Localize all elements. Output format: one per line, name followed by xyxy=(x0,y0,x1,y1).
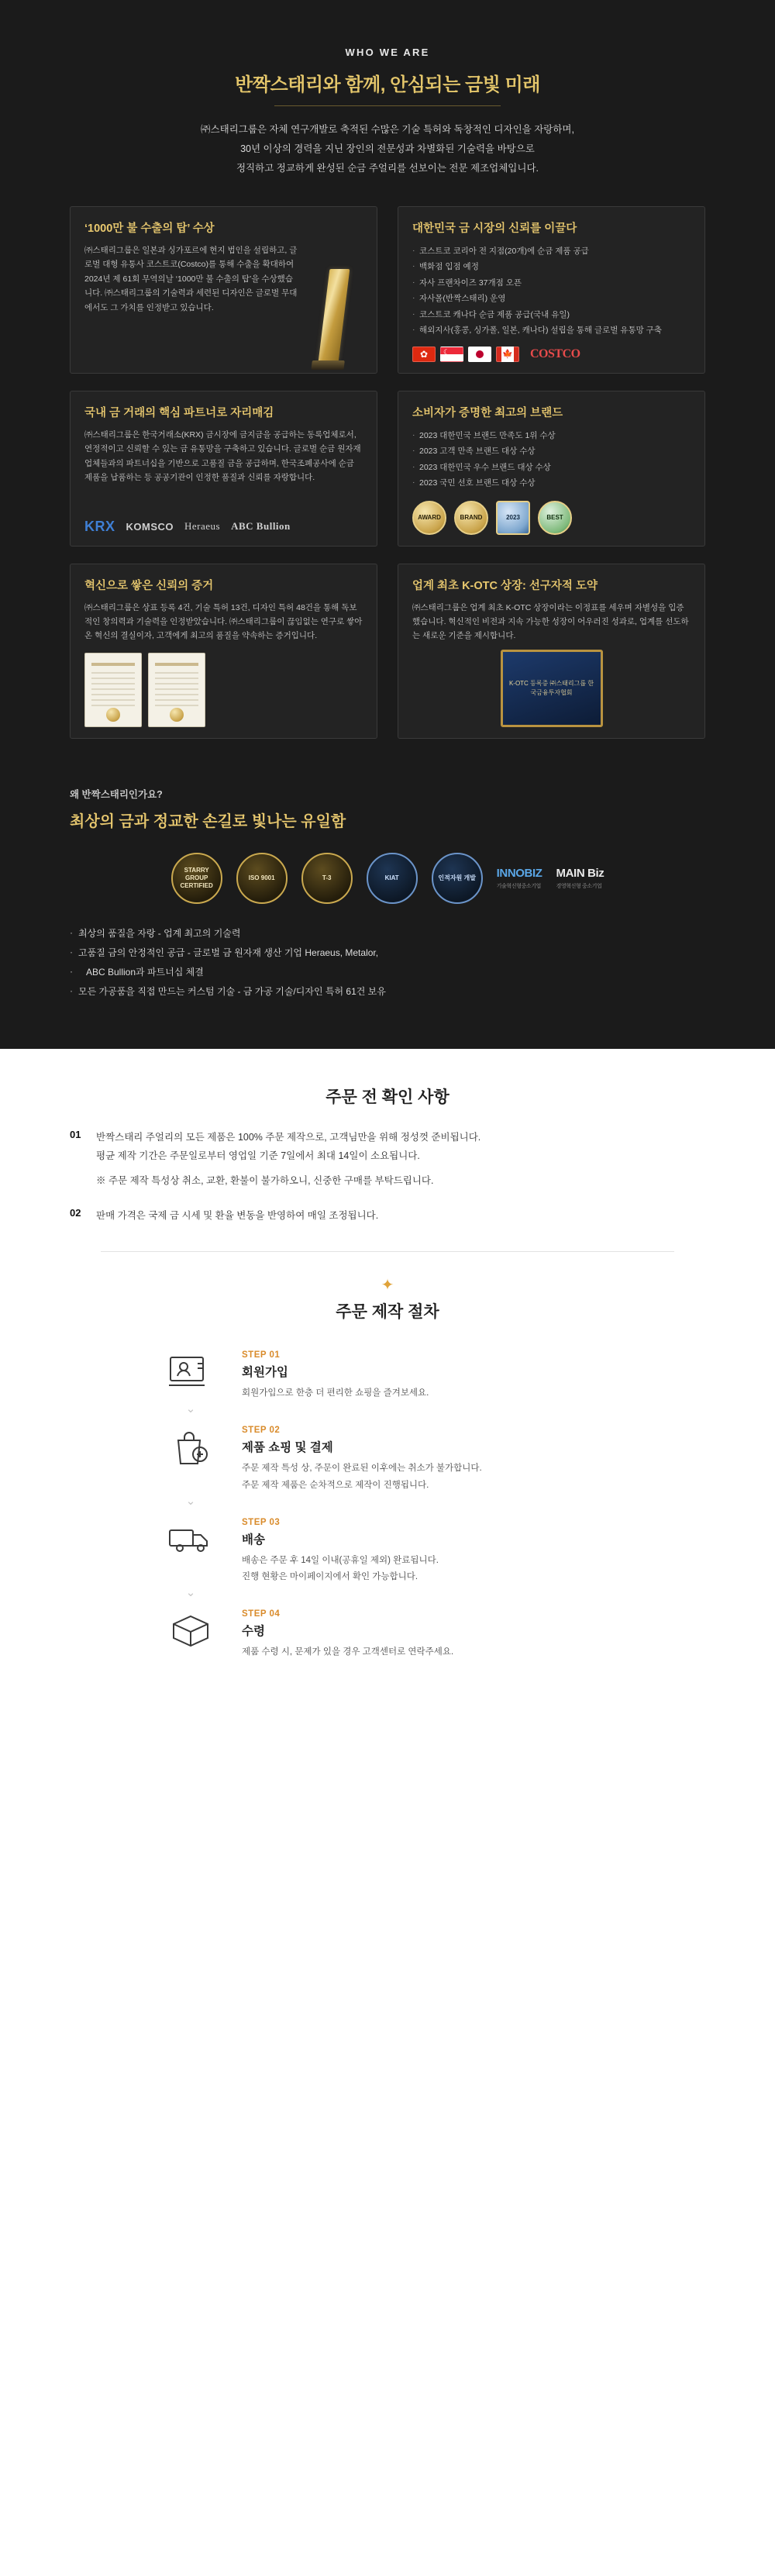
notice-item xyxy=(70,1128,705,1191)
list-item: · 백화점 입점 예정 xyxy=(412,259,691,274)
step-description: 주문 제작 특성 상, 주문이 완료된 이후에는 취소가 불가합니다. xyxy=(242,1464,482,1474)
country-flags xyxy=(412,347,691,362)
mainbiz-logo: MAIN Biz 경영혁신형 중소기업 xyxy=(556,866,604,889)
award-seal-icon: AWARD xyxy=(412,501,446,535)
chevron-down-icon: ⌄ xyxy=(185,1494,196,1508)
list-item: · 2023 고객 만족 브랜드 대상 수상 xyxy=(412,443,691,459)
step-description: 진행 현황은 마이페이지에서 확인 가능합니다. xyxy=(242,1572,418,1582)
list-item: · 코스트코 캐나다 순금 제품 공급(국내 유일) xyxy=(412,307,691,322)
card-text: ㈜스태리그룹은 한국거래소(KRX) 금시장에 금지금을 공급하는 동록업체로서, 연정적이고 신뢰할 수 있는 금 유통망을 구축하고 있습니다. 글로벌 순금 원자재 업체들과의 파트너십을 기반으로 고품질 금을 공급하며, 한국조폐공사에 순금 제품을 납품하는 등 공공기관이 인정한 품질과 신뢰를 자랑합니다. xyxy=(84,429,361,482)
card-text: ㈜스태리그룹은 상표 등록 4건, 기술 특허 13건, 디자인 특허 48건을 통해 독보적인 창의력과 기술력을 인정받았습니다. ㈜스태리그룹이 끊임없는 연구로 쌓아온 혁신의 결실이자, 고객에게 최고의 품질을 약속하는 증거입니다. xyxy=(84,602,363,641)
achievement-card xyxy=(398,564,705,739)
notice-line: 판매 가격은 국제 금 시세 및 환율 변동을 반영하여 매일 조정됩니다. xyxy=(96,1209,379,1221)
step-label: STEP 02 xyxy=(242,1426,281,1436)
singapore-flag-icon xyxy=(440,347,463,362)
process-step xyxy=(155,1418,620,1494)
why-section xyxy=(70,787,705,1002)
step-title: 수령 xyxy=(242,1625,265,1639)
iso-badge-icon: ISO 9001 xyxy=(236,853,288,904)
notice-block xyxy=(70,1085,705,1226)
certificate-icon xyxy=(84,653,142,727)
step-description: 회원가입으로 한층 더 편리한 쇼핑을 즐겨보세요. xyxy=(242,1388,429,1398)
partner-logo-row xyxy=(84,519,363,535)
list-item: · 해외지사(홍콩, 싱가폴, 일본, 캐나다) 설립을 통해 글로벌 유통망 구축 xyxy=(412,322,691,338)
process-step xyxy=(155,1602,620,1660)
award-seal-icon: 2023 xyxy=(496,501,530,535)
step-label: STEP 03 xyxy=(242,1517,281,1527)
achievement-card xyxy=(70,391,377,547)
card-title: 혁신으로 쌓은 신뢰의 증거 xyxy=(84,579,214,592)
shopping-bag-icon xyxy=(155,1422,226,1472)
hrd-badge-icon: 인적자원 개발 xyxy=(432,853,483,904)
costco-logo: COSTCO xyxy=(530,347,580,360)
process-step xyxy=(155,1343,620,1402)
chevron-down-icon: ⌄ xyxy=(185,1402,196,1416)
process-step xyxy=(155,1510,620,1586)
award-seal-icon: BEST xyxy=(538,501,572,535)
why-question: 왜 반짝스태리인가요? xyxy=(70,788,163,800)
card-bullet-list xyxy=(412,243,691,339)
step-description: 주문 제작 제품은 순차적으로 제작이 진행됩니다. xyxy=(242,1480,429,1490)
list-item: · 코스트코 코리아 전 지점(20개)에 순금 제품 공급 xyxy=(412,243,691,259)
hongkong-flag-icon xyxy=(412,347,436,362)
list-item: · 자사 프랜차이즈 37개점 오픈 xyxy=(412,275,691,291)
list-item: · 고품질 금의 안정적인 공급 - 글로벌 금 원자재 생산 기업 Heraeus, Metalor, xyxy=(70,943,705,963)
hero-block xyxy=(0,33,775,183)
card-bullet-list xyxy=(412,428,691,491)
canada-flag-icon xyxy=(496,347,519,362)
krx-logo: KRX xyxy=(84,518,115,534)
process-section xyxy=(70,1275,705,1661)
k-otc-plaque-image: K-OTC 등록증 ㈜스태리그룹 한국금융투자협회 xyxy=(501,650,603,727)
award-seal-icon: BRAND xyxy=(454,501,488,535)
notice-line: 반짝스태리 주얼리의 모든 제품은 100% 주문 제작으로, 고객님만을 위해 정성껏 준비됩니다. xyxy=(96,1131,481,1143)
notice-warning: ※ 주문 제작 특성상 취소, 교환, 환불이 불가하오니, 신중한 구매를 부탁드립니다. xyxy=(96,1175,434,1187)
hero-paragraph-line-1: ㈜스태리그룹은 자체 연구개발로 축적된 수많은 기술 특허와 독창적인 디자인을 자랑하며, xyxy=(201,124,574,135)
step-label: STEP 01 xyxy=(242,1350,281,1360)
step-title: 제품 쇼핑 및 결제 xyxy=(242,1441,333,1455)
innobiz-logo: INNOBIZ 기술혁신형중소기업 xyxy=(496,866,542,889)
chevron-down-icon: ⌄ xyxy=(185,1586,196,1600)
achievement-card-grid xyxy=(70,206,705,739)
notice-number: 02 xyxy=(70,1206,81,1219)
package-box-icon xyxy=(155,1606,226,1656)
award-seal-row xyxy=(412,501,691,535)
hero-paragraph-line-2: 30년 이상의 경력을 지닌 장인의 전문성과 차별화된 기술력을 바탕으로 xyxy=(240,143,535,154)
about-section xyxy=(0,0,775,1049)
certificate-images xyxy=(84,653,363,727)
komsco-logo: KOMSCO xyxy=(126,520,174,533)
step-description: 배송은 주문 후 14일 이내(공휴일 제외) 완료됩니다. xyxy=(242,1555,439,1565)
step-label: STEP 04 xyxy=(242,1609,281,1619)
step-title: 회원가입 xyxy=(242,1366,288,1380)
achievement-card xyxy=(70,206,377,374)
page-title: 반짝스태리와 함께, 안심되는 금빛 미래 xyxy=(235,74,540,95)
process-title: 주문 제작 절차 xyxy=(336,1303,439,1322)
abc-bullion-logo: ABC Bullion xyxy=(231,520,291,533)
why-headline: 최상의 금과 정교한 손길로 빛나는 유일함 xyxy=(70,812,346,830)
list-item: · 2023 국민 선호 브랜드 대상 수상 xyxy=(412,475,691,491)
card-text: ㈜스태리그룹은 업계 최초 K-OTC 상장이라는 이정표를 세우며 자별성을 입증했습니다. 혁신적인 비전과 지속 가능한 성장이 어우러진 성과로, 업계를 선도하는 새로운 기준을 제시합니다. xyxy=(412,602,689,641)
card-title: ‘1000만 불 수출의 탑’ 수상 xyxy=(84,222,215,235)
section-divider xyxy=(101,1251,674,1252)
trophy-icon xyxy=(305,243,363,362)
order-info-section xyxy=(0,1049,775,1685)
card-title: 국내 금 거래의 핵심 파트너로 자리매김 xyxy=(84,406,274,419)
step-title: 배송 xyxy=(242,1533,265,1547)
certification-badge-row xyxy=(70,853,705,904)
kiat-badge-icon: KIAT xyxy=(367,853,418,904)
member-signup-icon xyxy=(155,1347,226,1397)
step-description: 제품 수령 시, 문제가 있을 경우 고객센터로 연락주세요. xyxy=(242,1647,454,1657)
list-item: · 최상의 품질을 자랑 - 업계 최고의 기술력 xyxy=(70,924,705,943)
achievement-card xyxy=(398,391,705,547)
sparkle-icon: ✦ xyxy=(381,1277,394,1295)
divider xyxy=(274,105,501,106)
list-item: · 모든 가공품을 직접 만드는 커스텀 기술 - 금 가공 기술/디자인 특허 61건 보유 xyxy=(70,982,705,1002)
hero-paragraph-line-3: 정직하고 정교하게 완성된 순금 주얼리를 선보이는 전문 제조업체입니다. xyxy=(236,163,539,174)
list-item: · 자사몰(반짝스태리) 운영 xyxy=(412,291,691,306)
heraeus-logo: Heraeus xyxy=(184,520,221,533)
card-text: ㈜스태리그룹은 일본과 싱가포르에 현지 법인을 설립하고, 글로벌 대형 유통사 코스트코(Costco)를 통해 수출을 확대하여 2024년 제 61회 무역의날 ‘1000만 불 수출의 탑’을 수상했습니다. ㈜스태리그룹의 기술력과 세련된 디자인은 글로벌 무대에서도 그 가치를 인정받고 있습니다. xyxy=(84,246,298,312)
japan-flag-icon xyxy=(468,347,491,362)
achievement-card xyxy=(70,564,377,739)
hero-eyebrow: WHO WE ARE xyxy=(345,47,430,58)
process-step-list xyxy=(155,1343,620,1661)
card-title: 소비자가 증명한 최고의 브랜드 xyxy=(412,406,563,419)
t3-badge-icon: T-3 xyxy=(301,853,353,904)
notice-line: 평균 제작 기간은 주문일로부터 영업일 기준 7일에서 최대 14일이 소요됩니다. xyxy=(96,1150,420,1161)
card-title: 업계 최초 K-OTC 상장: 선구자적 도약 xyxy=(412,579,598,592)
list-item-continued: · ABC Bullion과 파트너십 체결 xyxy=(70,963,705,982)
list-item: · 2023 대한민국 브랜드 만족도 1위 수상 xyxy=(412,428,691,443)
notice-item xyxy=(70,1206,705,1225)
list-item: · 2023 대한민국 우수 브랜드 대상 수상 xyxy=(412,460,691,475)
delivery-truck-icon xyxy=(155,1515,226,1564)
card-title: 대한민국 금 시장의 신뢰를 이끌다 xyxy=(412,222,577,235)
notice-title: 주문 전 확인 사항 xyxy=(326,1088,450,1106)
achievement-card xyxy=(398,206,705,374)
why-points-list xyxy=(70,924,705,1002)
notice-number: 01 xyxy=(70,1128,81,1140)
starry-certified-badge-icon: STARRY GROUP CERTIFIED xyxy=(171,853,222,904)
certificate-icon xyxy=(148,653,205,727)
